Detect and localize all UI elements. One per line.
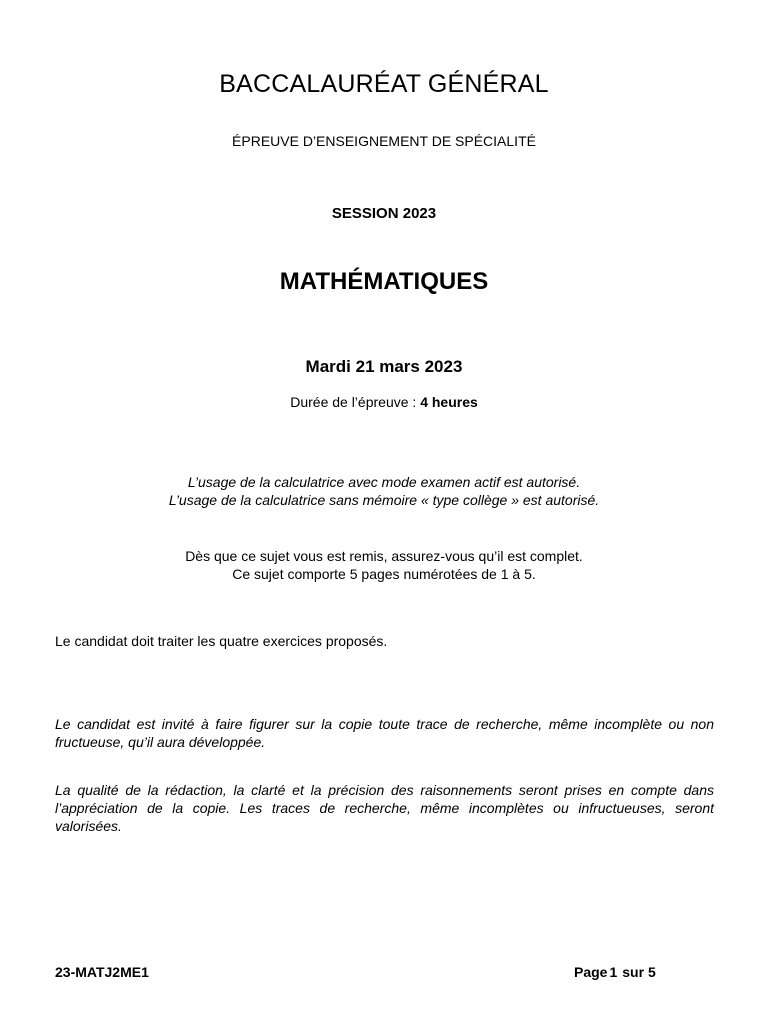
research-trace-notice: Le candidat est invité à faire figurer sur la copie toute trace de recherche, même incomplète ou non fructueuse, qu’il aura développée.	[55, 716, 714, 750]
page-total: sur 5	[622, 964, 656, 980]
exam-subtitle: ÉPREUVE D’ENSEIGNEMENT DE SPÉCIALITÉ	[232, 133, 536, 149]
exam-title: BACCALAURÉAT GÉNÉRAL	[219, 70, 549, 98]
calculator-rule-2: L’usage de la calculatrice sans mémoire « type collège » est autorisé.	[168, 492, 600, 508]
exercises-instruction: Le candidat doit traiter les quatre exercices proposés.	[55, 633, 388, 649]
duration-label: Durée de l’épreuve :	[290, 394, 421, 410]
exam-duration	[0, 394, 768, 410]
exam-date: Mardi 21 mars 2023	[305, 357, 463, 376]
page-label: Page	[574, 964, 608, 980]
duration-value: 4 heures	[420, 394, 478, 410]
completeness-notice-1: Dès que ce sujet vous est remis, assurez-vous qu’il est complet.	[185, 548, 583, 564]
completeness-notice-2: Ce sujet comporte 5 pages numérotées de 1 à 5.	[232, 566, 536, 582]
subject-code: 23-MATJ2ME1	[55, 964, 149, 980]
session-label: SESSION 2023	[331, 205, 437, 222]
page-indicator	[574, 964, 656, 980]
quality-notice: La qualité de la rédaction, la clarté et la précision des raisonnements seront prises en compte dans l’appréciation de la copie. Les traces de recherche, même incomplètes ou infructueuses, seront valorisées.	[55, 782, 714, 834]
calculator-rule-1: L’usage de la calculatrice avec mode examen actif est autorisé.	[187, 474, 581, 490]
page-number: 1	[609, 964, 618, 980]
subject-title: MATHÉMATIQUES	[279, 268, 489, 295]
